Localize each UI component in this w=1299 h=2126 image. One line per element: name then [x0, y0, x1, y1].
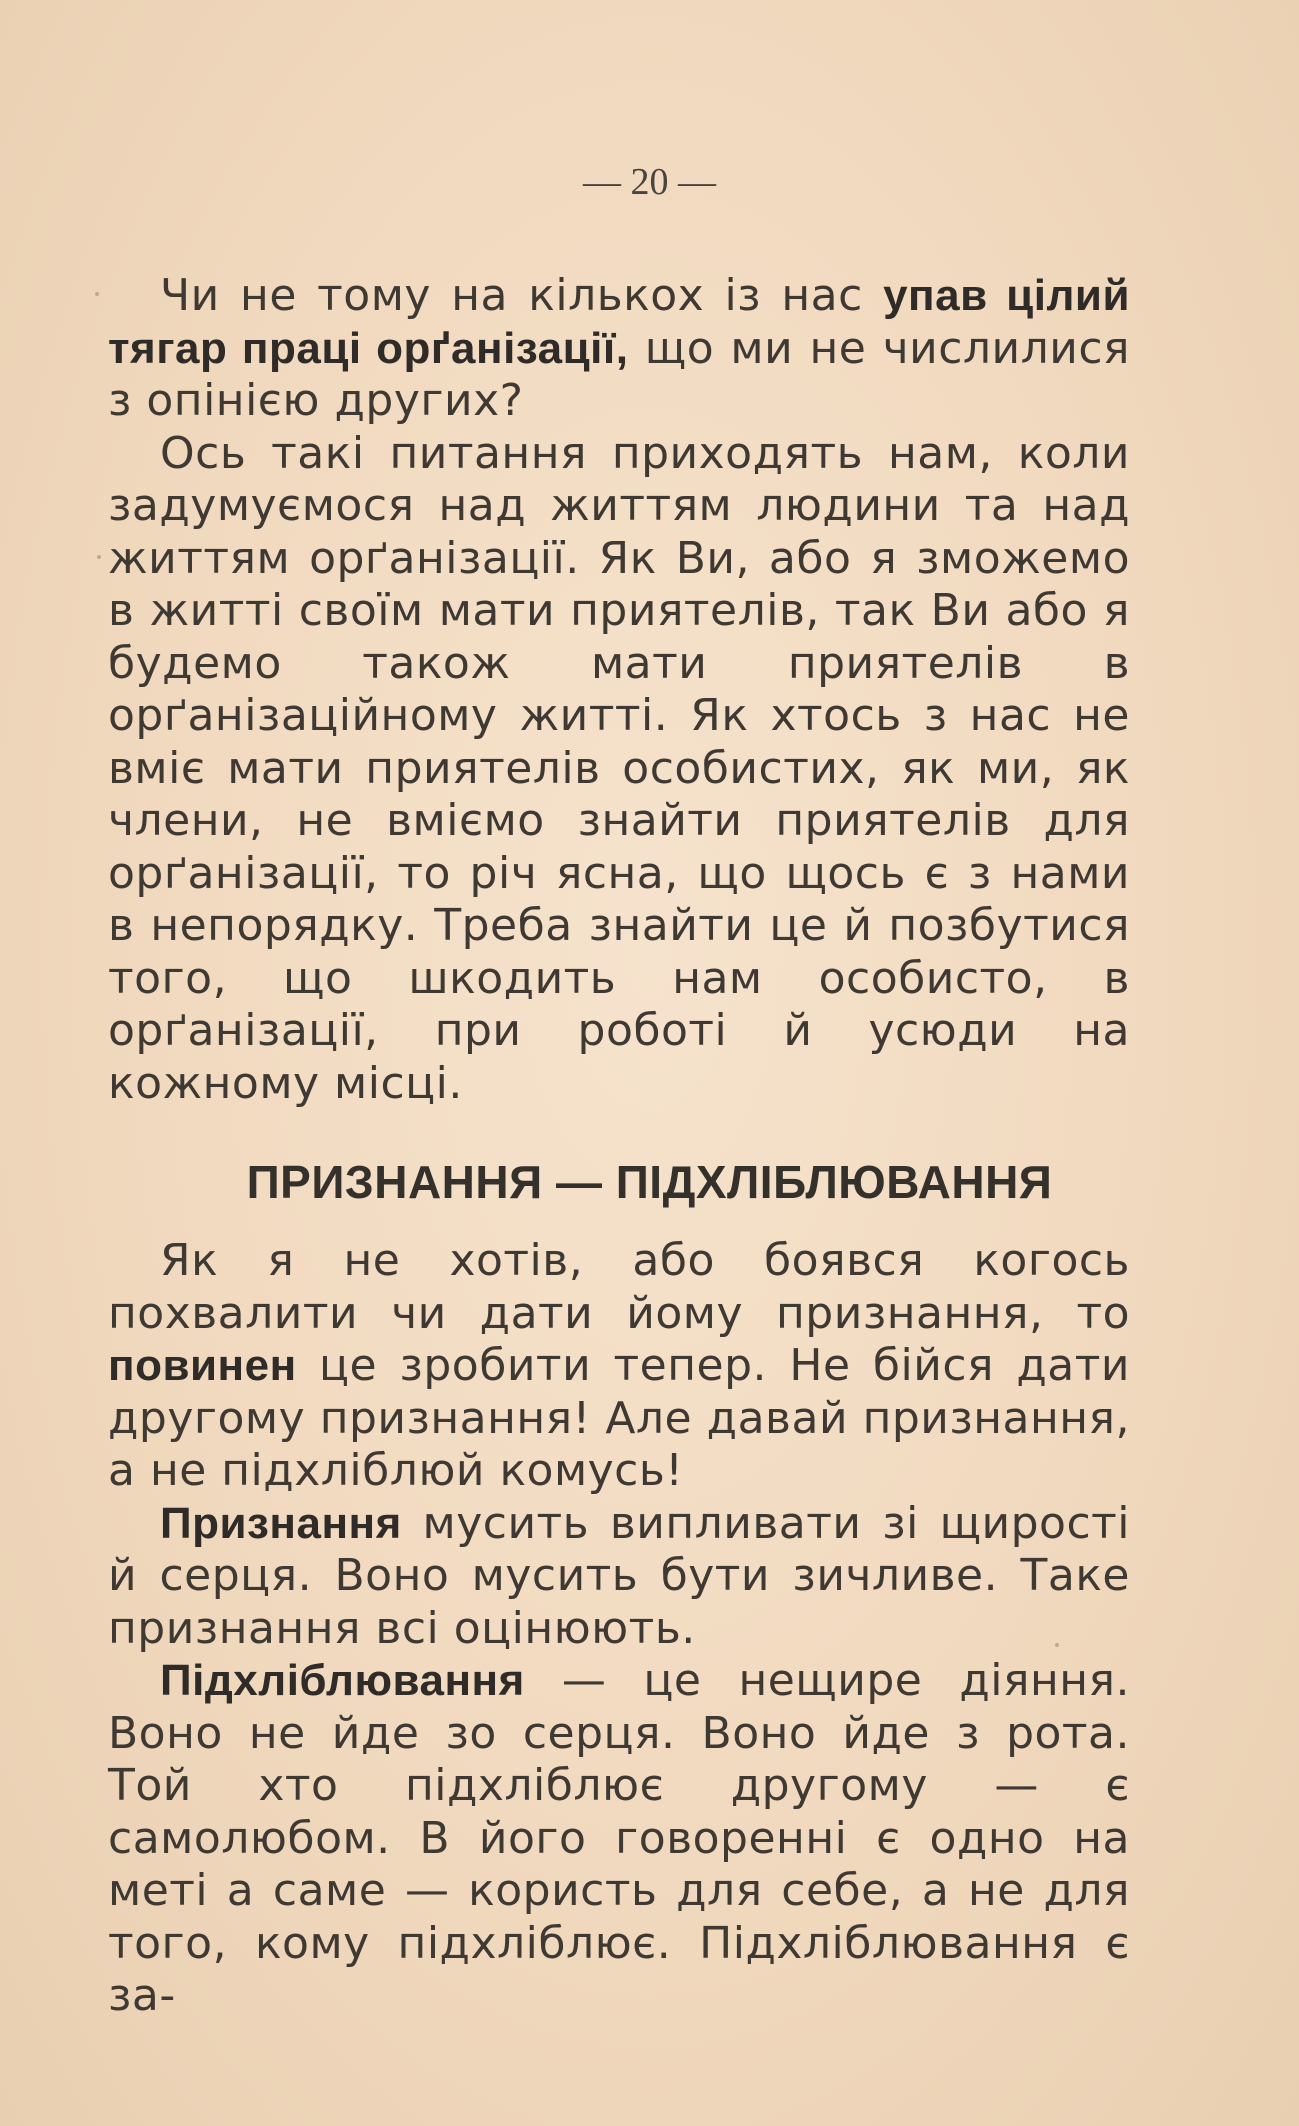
paragraph: Ось такі питання приходять нам, коли задумуємося над життям людини та над життям орґанізації. Як Ви, або я зможемо в житті своїм мати приятелів, так Ви або я будемо також мати приятелів в орґанізаційному житті. Як хтось з нас не вміє мати приятелів особистих, як ми, як члени, не вміємо знайти приятелів для орґанізації, то річ ясна, що щось є з нами в непорядку. Треба знайти це й позбутися того, що шкодить нам особисто, в орґанізації, при роботі й усюди на кожному місці. — [108, 427, 1130, 1109]
paragraph-text: Чи не тому на кількох із нас — [160, 270, 884, 321]
paragraph-text: — це нещире діяння. Воно не йде зо серця. Воно йде з рота. Той хто підхліблює другому — є самолюбом. В його говоренні є одно на меті а саме — користь для себе, а не для того, кому підхліблює. Підхліблювання є за- — [108, 1655, 1130, 2021]
paragraph-text: мусить випливати зі щирості й серця. Воно мусить бути зичливе. Таке признання всі оцінюють. — [108, 1497, 1130, 1654]
text-block-bottom — [108, 1235, 1130, 2023]
bold-term: Признання — [160, 1498, 402, 1548]
paragraph-text: що ми не числилися з опінією других? — [108, 322, 1130, 426]
paragraph-text: Як я не хотів, або боявся когось похвалити чи дати йому признання, то — [108, 1235, 1130, 1339]
paper-speck — [97, 555, 101, 559]
paper-speck — [95, 292, 99, 296]
paragraph — [108, 1655, 1130, 2023]
paragraph — [108, 1235, 1130, 1498]
bold-word: повинен — [108, 1341, 297, 1390]
paragraph — [108, 1498, 1130, 1656]
section-heading: ПРИЗНАННЯ — ПІДХЛІБЛЮВАННЯ — [246, 1156, 1053, 1208]
text-block-top — [108, 270, 1130, 1110]
page-number: — 20 — — [583, 161, 716, 203]
paragraph — [108, 270, 1130, 428]
paper-speck — [1055, 1643, 1059, 1647]
paragraph-text: це зробити тепер. Не бійся дати другому признання! Але давай признання, а не підхліблюй комусь! — [108, 1340, 1130, 1496]
bold-phrase: упав цілий тягар праці орґанізації, — [108, 271, 1130, 373]
bold-term: Підхліблювання — [160, 1656, 525, 1705]
